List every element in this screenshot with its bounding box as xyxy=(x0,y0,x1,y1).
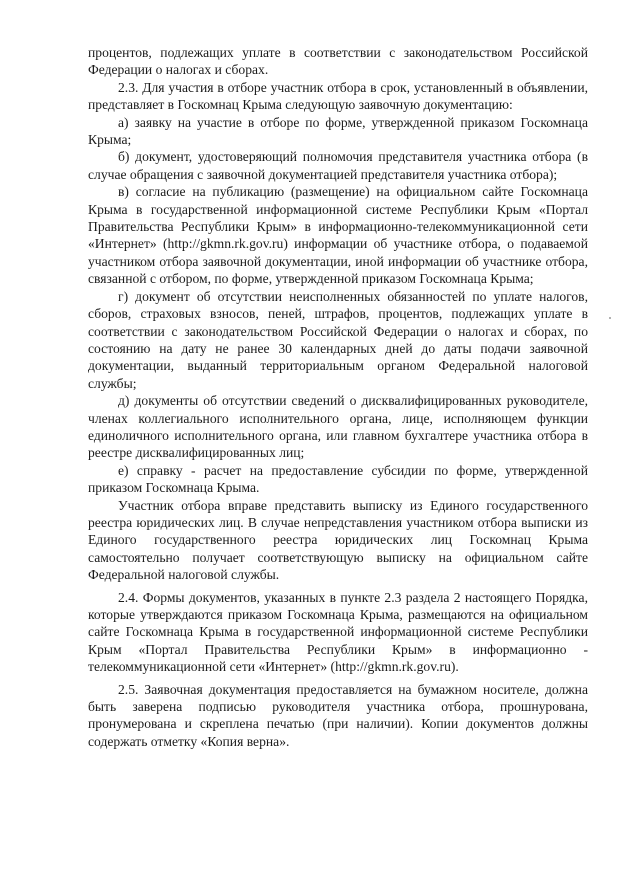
paragraph-egrul-extract: Участник отбора вправе представить выписку из Единого государственного реестра юридических лиц. В случае непредставления участником отбора выписки из Единого государственного реестра юридических лиц Госкомнац Крыма самостоятельно получает соответствующую выписку на официальном сайте Федеральной налоговой службы. xyxy=(88,497,588,583)
list-item-b: б) документ, удостоверяющий полномочия представителя участника отбора (в случае обращения с заявочной документацией представителя участника отбора); xyxy=(88,149,588,182)
scan-speck xyxy=(609,317,611,319)
list-item-a: а) заявку на участие в отборе по форме, утвержденной приказом Госкомнаца Крыма; xyxy=(88,114,588,148)
paragraph-2-5: 2.5. Заявочная документация предоставляется на бумажном носителе, должна быть заверена подписью руководителя участника отбора, прошнурована, пронумерована и скреплена печатью (при наличии). Копии документов должны содержать отметку «Копия верна». xyxy=(88,681,588,749)
list-item-d: д) документы об отсутствии сведений о дисквалифицированных руководителе, членах коллегиального исполнительного органа, лице, исполняющем функции единоличного исполнительного органа, или главном бухгалтере участника отбора в реестре дисквалифицированных лиц; xyxy=(88,393,588,461)
paragraph-2-4: 2.4. Формы документов, указанных в пункте 2.3 раздела 2 настоящего Порядка, которые утверждаются приказом Госкомнаца Крыма, размещаются на официальном сайте Госкомнаца Крыма в государственной информационной системе Республики Крым «Портал Правительства Республики Крым» в информационно - телекоммуникационной сети «Интернет» (http://gkmn.rk.gov.ru). xyxy=(88,589,588,675)
list-item-g: г) документ об отсутствии неисполненных обязанностей по уплате налогов, сборов, страховых взносов, пеней, штрафов, процентов, подлежащих уплате в соответствии с законодательством Российской Федерации о налогах и сборах, по состоянию на дату не ранее 30 календарных дней до даты подачи заявочной документации, выданный территориальным органом Федеральной налоговой службы; xyxy=(88,288,588,391)
paragraph-continuation: процентов, подлежащих уплате в соответствии с законодательством Российской Федерации о налогах и сборах. xyxy=(88,45,588,78)
document-page xyxy=(88,44,588,750)
list-item-v: в) согласие на публикацию (размещение) на официальном сайте Госкомнаца Крыма в государственной информационной системе Республики Крым «Портал Правительства Республики Крым» в информационно-телекоммуникационной сети «Интернет» (http://gkmn.rk.gov.ru) информации об участнике отбора, о подаваемой участником отбора заявочной документации, иной информации об участнике отбора, связанной с отбором, по форме, утвержденной приказом Госкомнаца Крыма; xyxy=(88,184,588,287)
paragraph-2-3: 2.3. Для участия в отборе участник отбора в срок, установленный в объявлении, представляет в Госкомнац Крыма следующую заявочную документацию: xyxy=(88,79,588,113)
list-item-e: е) справку - расчет на предоставление субсидии по форме, утвержденной приказом Госкомнаца Крыма. xyxy=(88,462,588,496)
